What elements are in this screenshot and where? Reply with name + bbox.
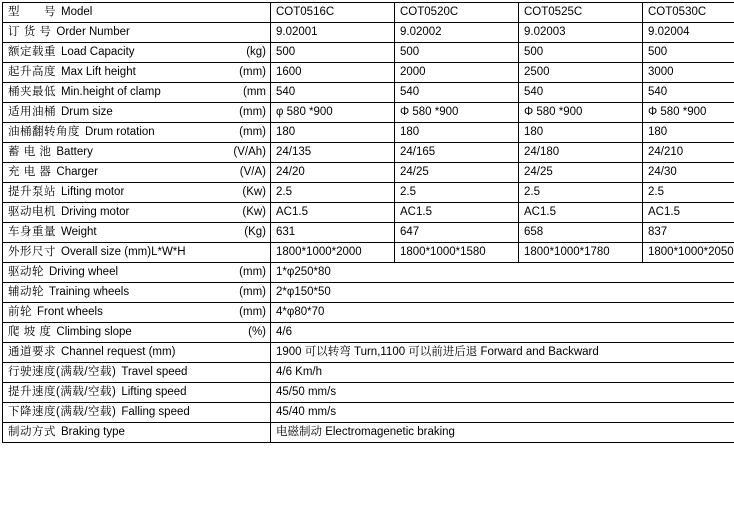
row-label-cell — [3, 383, 271, 403]
row-label-wrap — [8, 106, 266, 119]
table-row — [3, 163, 734, 183]
row-label-cn: 前轮 — [8, 306, 32, 319]
row-value-cell: 45/40 mm/s — [271, 403, 734, 423]
row-label-en: Training wheels — [44, 286, 235, 299]
row-label-cell — [3, 3, 271, 23]
row-label-en: Drum size — [56, 106, 235, 119]
row-value-cell: 540 — [395, 83, 519, 103]
row-label-unit: (Kw) — [238, 186, 266, 199]
row-value-cell: 1900 可以转弯 Turn,1100 可以前进后退 Forward and Backward — [271, 343, 734, 363]
row-label-unit: (mm) — [235, 106, 266, 119]
row-label-en: Braking type — [56, 426, 262, 439]
table-row — [3, 303, 734, 323]
row-label-en: Lifting speed — [116, 386, 262, 399]
row-label-wrap — [8, 306, 266, 319]
table-row — [3, 283, 734, 303]
row-label-en: Channel request (mm) — [56, 346, 262, 359]
table-row — [3, 263, 734, 283]
row-label-cell — [3, 343, 271, 363]
row-value-cell: AC1.5 — [395, 203, 519, 223]
row-label-cell — [3, 323, 271, 343]
row-value-cell: 24/25 — [395, 163, 519, 183]
row-value-cell: 2.5 — [395, 183, 519, 203]
specification-table — [2, 2, 734, 443]
row-value-cell: φ 580 *900 — [271, 103, 395, 123]
row-label-wrap — [8, 206, 266, 219]
table-row — [3, 243, 734, 263]
row-label-cell — [3, 163, 271, 183]
row-label-cn: 订 货 号 — [8, 26, 51, 39]
row-label-cell — [3, 63, 271, 83]
row-value-cell: 2000 — [395, 63, 519, 83]
row-value-cell: 540 — [519, 83, 643, 103]
row-label-cn: 驱动电机 — [8, 206, 56, 219]
row-label-en: Model — [56, 6, 262, 19]
row-value-cell: AC1.5 — [519, 203, 643, 223]
row-label-wrap — [8, 186, 266, 199]
table-row — [3, 343, 734, 363]
row-label-unit: (mm) — [235, 266, 266, 279]
row-label-cn: 行驶速度(满载/空载) — [8, 366, 116, 379]
row-label-cn: 制动方式 — [8, 426, 56, 439]
row-value-cell: 2500 — [519, 63, 643, 83]
row-label-cn: 起升高度 — [8, 66, 56, 79]
row-value-cell: Φ 580 *900 — [395, 103, 519, 123]
row-label-cell — [3, 403, 271, 423]
table-body — [3, 3, 734, 443]
row-label-wrap — [8, 406, 266, 419]
row-label-en: Climbing slope — [51, 326, 244, 339]
row-value-cell: 540 — [643, 83, 734, 103]
row-label-en: Driving wheel — [44, 266, 235, 279]
table-row — [3, 63, 734, 83]
table-row — [3, 123, 734, 143]
row-label-cell — [3, 183, 271, 203]
row-label-cn: 型 号 — [8, 6, 56, 19]
row-label-wrap — [8, 146, 266, 159]
row-value-cell: 658 — [519, 223, 643, 243]
row-label-wrap — [8, 426, 266, 439]
row-label-unit: (mm) — [235, 286, 266, 299]
row-value-cell: 500 — [643, 43, 734, 63]
row-label-en: Battery — [51, 146, 229, 159]
row-value-cell: 1600 — [271, 63, 395, 83]
table-row — [3, 23, 734, 43]
row-value-cell: 24/210 — [643, 143, 734, 163]
row-label-unit: (%) — [244, 326, 266, 339]
row-label-cell — [3, 363, 271, 383]
row-value-cell: 4*φ80*70 — [271, 303, 734, 323]
row-value-cell: 45/50 mm/s — [271, 383, 734, 403]
table-row — [3, 423, 734, 443]
row-value-cell: 500 — [271, 43, 395, 63]
row-label-unit: (Kw) — [238, 206, 266, 219]
row-label-en: Drum rotation — [80, 126, 235, 139]
row-value-cell: 500 — [519, 43, 643, 63]
row-value-cell: COT0525C — [519, 3, 643, 23]
row-label-cn: 车身重量 — [8, 226, 56, 239]
row-label-en: Min.height of clamp — [56, 86, 239, 99]
row-value-cell: 4/6 Km/h — [271, 363, 734, 383]
row-value-cell: AC1.5 — [271, 203, 395, 223]
row-value-cell: 3000 — [643, 63, 734, 83]
row-value-cell: 540 — [271, 83, 395, 103]
row-label-cn: 额定载重 — [8, 46, 56, 59]
row-label-cell — [3, 263, 271, 283]
row-label-cell — [3, 283, 271, 303]
row-label-unit: (mm) — [235, 126, 266, 139]
row-label-wrap — [8, 366, 266, 379]
row-label-cn: 爬 坡 度 — [8, 326, 51, 339]
row-value-cell: 1800*1000*1780 — [519, 243, 643, 263]
row-value-cell: 180 — [519, 123, 643, 143]
row-label-cell — [3, 143, 271, 163]
row-value-cell: 24/180 — [519, 143, 643, 163]
table-row — [3, 103, 734, 123]
row-label-unit: (V/Ah) — [229, 146, 266, 159]
row-value-cell: 9.02001 — [271, 23, 395, 43]
row-value-cell: 500 — [395, 43, 519, 63]
row-value-cell: 2*φ150*50 — [271, 283, 734, 303]
table-row — [3, 43, 734, 63]
row-label-cn: 下降速度(满载/空载) — [8, 406, 116, 419]
row-label-wrap — [8, 286, 266, 299]
row-label-cell — [3, 43, 271, 63]
row-value-cell: 2.5 — [271, 183, 395, 203]
row-label-wrap — [8, 66, 266, 79]
row-label-cell — [3, 23, 271, 43]
table-row — [3, 323, 734, 343]
row-label-wrap — [8, 266, 266, 279]
row-value-cell: 24/135 — [271, 143, 395, 163]
row-value-cell: COT0516C — [271, 3, 395, 23]
row-value-cell: 180 — [395, 123, 519, 143]
row-label-en: Order Number — [51, 26, 262, 39]
row-value-cell: 24/30 — [643, 163, 734, 183]
row-value-cell: 9.02002 — [395, 23, 519, 43]
row-label-unit: (V/A) — [236, 166, 266, 179]
row-label-wrap — [8, 226, 266, 239]
table-row — [3, 363, 734, 383]
row-label-wrap — [8, 386, 266, 399]
row-value-cell: 631 — [271, 223, 395, 243]
row-label-wrap — [8, 326, 266, 339]
row-label-en: Lifting motor — [56, 186, 238, 199]
row-label-cn: 桶夹最低 — [8, 86, 56, 99]
row-label-wrap — [8, 26, 266, 39]
row-label-cn: 驱动轮 — [8, 266, 44, 279]
row-label-cn: 辅动轮 — [8, 286, 44, 299]
row-label-cell — [3, 303, 271, 323]
table-row — [3, 3, 734, 23]
row-value-cell: 24/25 — [519, 163, 643, 183]
row-value-cell: Φ 580 *900 — [643, 103, 734, 123]
row-label-cell — [3, 423, 271, 443]
row-value-cell: 647 — [395, 223, 519, 243]
row-label-cn: 提升速度(满载/空载) — [8, 386, 116, 399]
row-label-cell — [3, 223, 271, 243]
row-label-wrap — [8, 346, 266, 359]
row-label-unit: (kg) — [242, 46, 266, 59]
row-value-cell: 电磁制动 Electromagenetic braking — [271, 423, 734, 443]
row-label-cn: 通道要求 — [8, 346, 56, 359]
row-value-cell: 1800*1000*2050 — [643, 243, 734, 263]
table-row — [3, 223, 734, 243]
row-label-en: Weight — [56, 226, 240, 239]
row-label-en: Max Lift height — [56, 66, 235, 79]
table-row — [3, 203, 734, 223]
row-label-en: Overall size (mm)L*W*H — [56, 246, 262, 259]
row-label-en: Driving motor — [56, 206, 238, 219]
row-value-cell: COT0520C — [395, 3, 519, 23]
table-row — [3, 183, 734, 203]
row-value-cell: 9.02004 — [643, 23, 734, 43]
row-label-cn: 提升泵站 — [8, 186, 56, 199]
row-value-cell: 2.5 — [643, 183, 734, 203]
row-label-cn: 油桶翻转角度 — [8, 126, 80, 139]
row-value-cell: 24/165 — [395, 143, 519, 163]
row-label-wrap — [8, 126, 266, 139]
row-label-wrap — [8, 6, 266, 19]
row-label-wrap — [8, 46, 266, 59]
row-label-en: Front wheels — [32, 306, 235, 319]
row-label-en: Travel speed — [116, 366, 262, 379]
row-value-cell: 1800*1000*1580 — [395, 243, 519, 263]
row-value-cell: 1800*1000*2000 — [271, 243, 395, 263]
row-label-cn: 适用油桶 — [8, 106, 56, 119]
row-value-cell: Φ 580 *900 — [519, 103, 643, 123]
table-row — [3, 143, 734, 163]
row-label-wrap — [8, 86, 266, 99]
row-value-cell: 1*φ250*80 — [271, 263, 734, 283]
row-label-en: Load Capacity — [56, 46, 242, 59]
row-value-cell: 180 — [643, 123, 734, 143]
row-label-cell — [3, 243, 271, 263]
row-value-cell: 837 — [643, 223, 734, 243]
row-value-cell: AC1.5 — [643, 203, 734, 223]
row-label-cell — [3, 203, 271, 223]
table-row — [3, 403, 734, 423]
table-row — [3, 383, 734, 403]
row-label-en: Charger — [51, 166, 235, 179]
row-label-cn: 外形尺寸 — [8, 246, 56, 259]
row-label-unit: (mm — [239, 86, 266, 99]
row-label-wrap — [8, 166, 266, 179]
row-value-cell: 180 — [271, 123, 395, 143]
table-row — [3, 83, 734, 103]
row-label-cn: 充 电 器 — [8, 166, 51, 179]
row-label-en: Falling speed — [116, 406, 262, 419]
row-label-cn: 蓄 电 池 — [8, 146, 51, 159]
row-label-unit: (mm) — [235, 306, 266, 319]
row-value-cell: 4/6 — [271, 323, 734, 343]
row-label-cell — [3, 123, 271, 143]
row-label-unit: (Kg) — [240, 226, 266, 239]
row-label-cell — [3, 103, 271, 123]
row-value-cell: COT0530C — [643, 3, 734, 23]
row-value-cell: 24/20 — [271, 163, 395, 183]
row-label-wrap — [8, 246, 266, 259]
row-label-cell — [3, 83, 271, 103]
row-label-unit: (mm) — [235, 66, 266, 79]
row-value-cell: 2.5 — [519, 183, 643, 203]
row-value-cell: 9.02003 — [519, 23, 643, 43]
